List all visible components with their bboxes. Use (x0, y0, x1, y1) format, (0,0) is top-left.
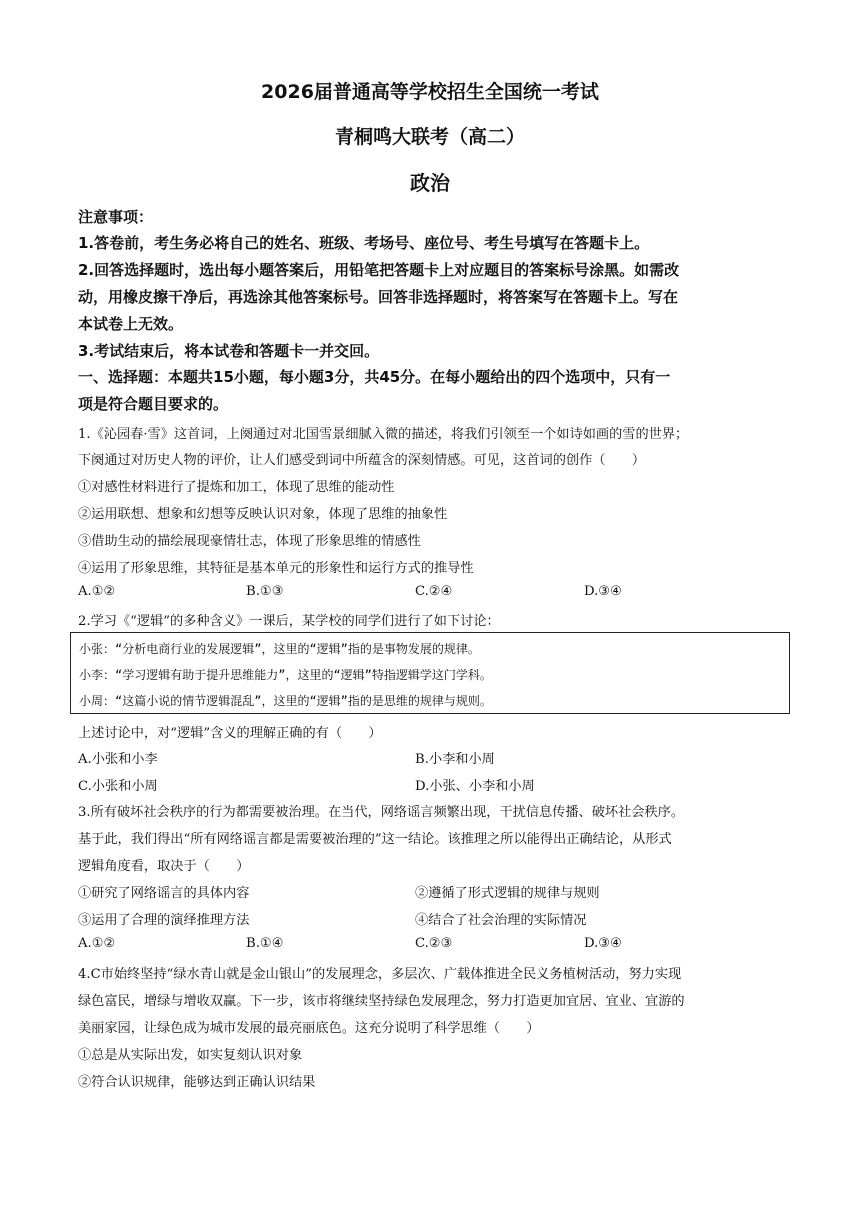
q2-discussion-box (70, 632, 790, 714)
q3-statement-3: ③运用了合理的演绎推理方法 (78, 913, 250, 928)
q2-question: 上述讨论中，对“逻辑”含义的理解正确的有（ ） (78, 726, 382, 741)
q2-option-d: D.小张、小李和小周 (415, 779, 535, 794)
q1-stem-line-1: 1.《沁园春·雪》这首词，上阕通过对北国雪景细腻入微的描述，将我们引领至一个如诗如画的雪的世界； (78, 427, 689, 442)
section-heading-cont: 项是符合题目要求的。 (78, 395, 229, 413)
q2-stem: 2.学习《“逻辑”的多种含义》一课后，某学校的同学们进行了如下讨论： (78, 614, 500, 629)
q2-option-b: B.小李和小周 (415, 752, 495, 767)
q1-option-c: C.②④ (415, 584, 453, 599)
q4-stem-line-1: 4.C市始终坚持“绿水青山就是金山银山”的发展理念，多层次、广载体推进全民义务植树活动，努力实现 (78, 967, 682, 982)
q3-option-a: A.①② (78, 936, 116, 951)
q2-option-a: A.小张和小李 (78, 752, 158, 767)
notice-item-1: 1.答卷前，考生务必将自己的姓名、班级、考场号、座位号、考生号填写在答题卡上。 (78, 234, 650, 252)
q4-statement-1: ①总是从实际出发，如实复刻认识对象 (78, 1048, 303, 1063)
q1-statement-2: ②运用联想、想象和幻想等反映认识对象，体现了思维的抽象性 (78, 507, 448, 522)
q1-statement-4: ④运用了形象思维，其特征是基本单元的形象性和运行方式的推导性 (78, 561, 474, 576)
q1-statement-3: ③借助生动的描绘展现豪情壮志，体现了形象思维的情感性 (78, 534, 421, 549)
q1-statement-1: ①对感性材料进行了提炼和加工，体现了思维的能动性 (78, 480, 395, 495)
q1-option-d: D.③④ (584, 584, 622, 599)
q3-option-b: B.①④ (246, 936, 284, 951)
q3-stem-line-2: 基于此，我们得出“所有网络谣言都是需要被治理的”这一结论。该推理之所以能得出正确结论，从形式 (78, 832, 672, 847)
notice-item-2-cont: 动，用橡皮擦干净后，再选涂其他答案标号。回答非选择题时，将答案写在答题卡上。写在 (78, 288, 679, 306)
q1-option-a: A.①② (78, 584, 116, 599)
q3-statement-4: ④结合了社会治理的实际情况 (415, 913, 587, 928)
q3-option-d: D.③④ (584, 936, 622, 951)
q1-stem-line-2: 下阕通过对历史人物的评价，让人们感受到词中所蕴含的深刻情感。可见，这首词的创作（ ） (78, 453, 646, 468)
q3-option-c: C.②③ (415, 936, 453, 951)
q2-discussion-zhou: 小周：“这篇小说的情节逻辑混乱”，这里的“逻辑”指的是思维的规律与规则。 (79, 694, 492, 708)
notice-heading: 注意事项： (78, 208, 154, 226)
notice-item-3: 3.考试结束后，将本试卷和答题卡一并交回。 (78, 342, 380, 360)
q3-stem-line-1: 3.所有破坏社会秩序的行为都需要被治理。在当代，网络谣言频繁出现，干扰信息传播、破坏社会秩序。 (78, 805, 685, 820)
q2-option-c: C.小张和小周 (78, 779, 158, 794)
q3-statement-2: ②遵循了形式逻辑的规律与规则 (415, 886, 600, 901)
q4-statement-2: ②符合认识规律，能够达到正确认识结果 (78, 1075, 316, 1090)
q3-statement-1: ①研究了网络谣言的具体内容 (78, 886, 250, 901)
exam-subject: 政治 (410, 171, 450, 195)
section-heading: 一、选择题：本题共15小题，每小题3分，共45分。在每小题给出的四个选项中，只有一 (78, 368, 671, 386)
exam-subtitle: 青桐鸣大联考（高二） (334, 126, 525, 148)
q4-stem-line-2: 绿色富民，增绿与增收双赢。下一步，该市将继续坚持绿色发展理念，努力打造更加宜居、宜业、宜游的 (78, 994, 685, 1009)
notice-item-2-end: 本试卷上无效。 (78, 315, 184, 333)
exam-title: 2026届普通高等学校招生全国统一考试 (261, 81, 599, 103)
notice-item-2: 2.回答选择题时，选出每小题答案后，用铅笔把答题卡上对应题目的答案标号涂黑。如需改 (78, 261, 680, 279)
q4-stem-line-3: 美丽家园，让绿色成为城市发展的最亮丽底色。这充分说明了科学思维（ ） (78, 1021, 540, 1036)
q2-discussion-zhang: 小张：“分析电商行业的发展逻辑”，这里的“逻辑”指的是事物发展的规律。 (79, 642, 480, 656)
q2-discussion-li: 小李：“学习逻辑有助于提升思维能力”，这里的“逻辑”特指逻辑学这门学科。 (79, 668, 492, 682)
q3-stem-line-3: 逻辑角度看，取决于（ ） (78, 859, 250, 874)
q1-option-b: B.①③ (246, 584, 284, 599)
